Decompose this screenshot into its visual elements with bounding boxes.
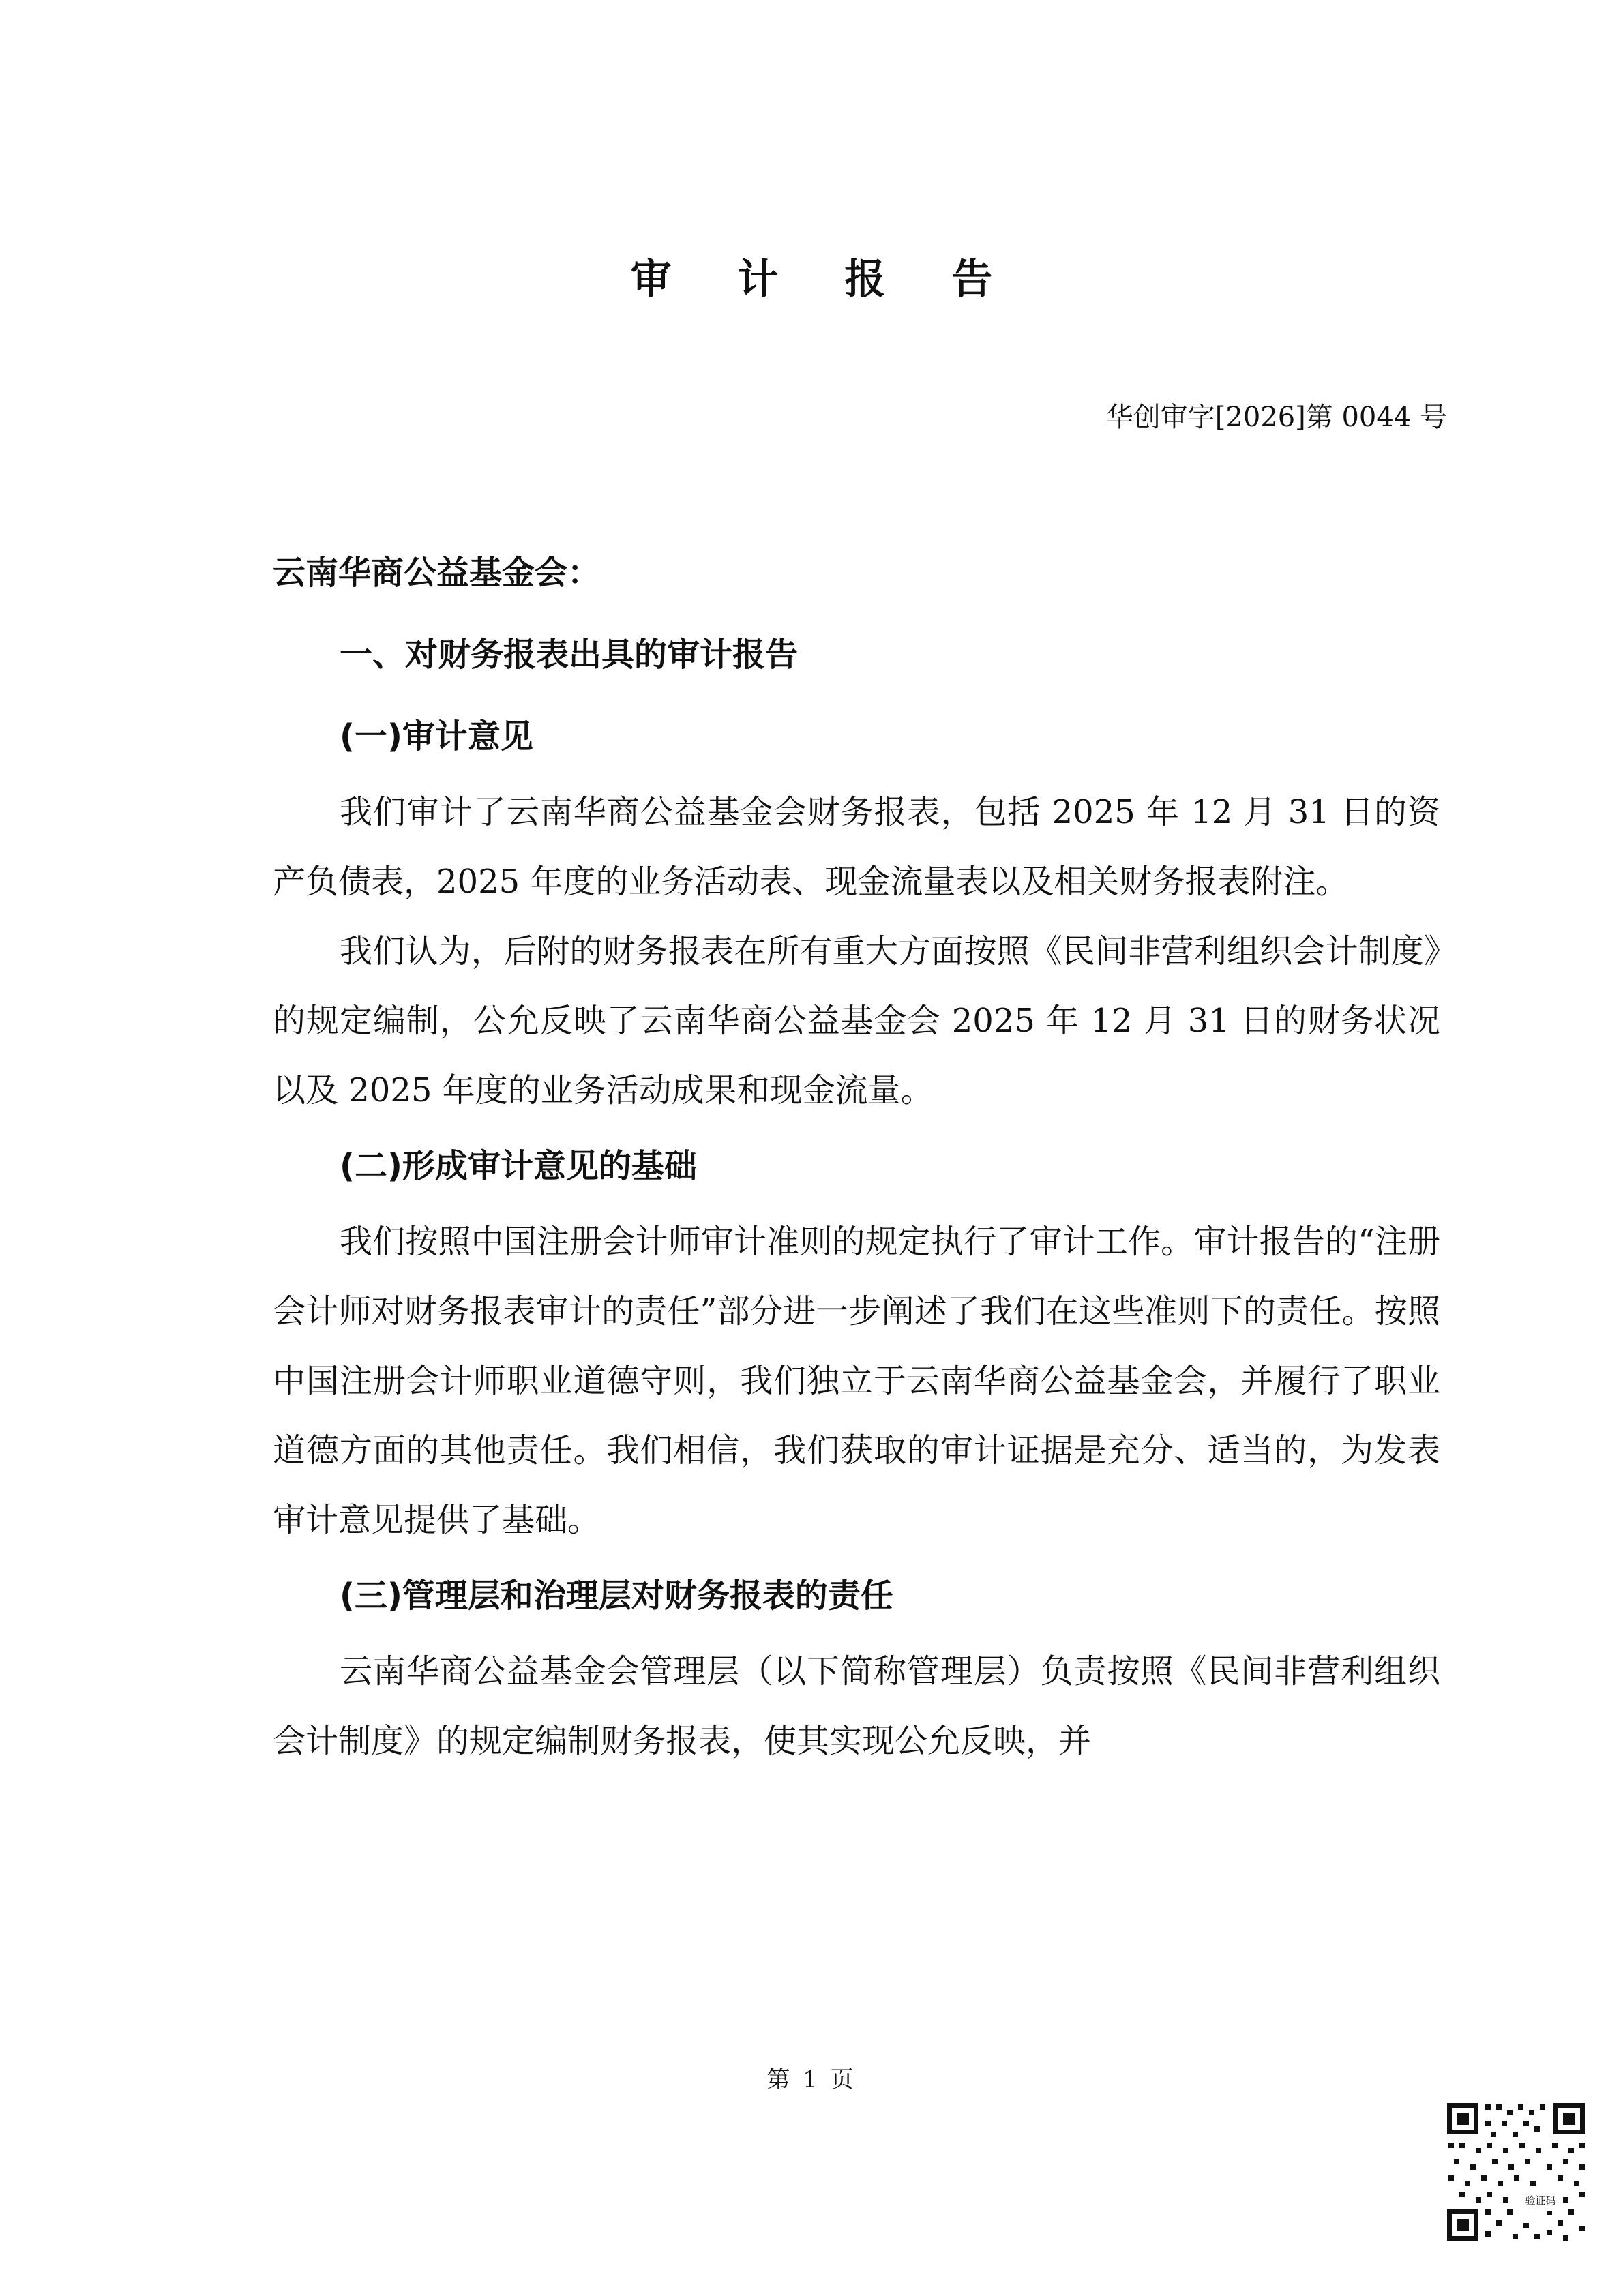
report-body (273, 532, 1440, 1776)
section-heading: 一、对财务报表出具的审计报告 (340, 636, 799, 674)
qr-code-icon (1444, 2100, 1588, 2243)
qr-code-graphic (1444, 2100, 1588, 2243)
paragraph-opinion-scope: 我们审计了云南华商公益基金会财务报表，包括 2025 年 12 月 31 日的资产负债表，2025 年度的业务活动表、现金流量表以及相关财务报表附注。 (273, 793, 1440, 901)
paragraph-responsibility: 云南华商公益基金会管理层（以下简称管理层）负责按照《民间非营利组织会计制度》的规定编制财务报表，使其实现公允反映，并 (273, 1652, 1440, 1760)
paragraph-basis: 我们按照中国注册会计师审计准则的规定执行了审计工作。审计报告的“注册会计师对财务报表审计的责任”部分进一步阐述了我们在这些准则下的责任。按照中国注册会计师职业道德守则，我们独立于云南华商公益基金会，并履行了职业道德方面的其他责任。我们相信，我们获取的审计证据是充分、适当的，为发表审计意见提供了基础。 (273, 1223, 1440, 1539)
subsection-heading-responsibility: (三)管理层和治理层对财务报表的责任 (340, 1577, 893, 1615)
qr-caption: 验证码 (1525, 2194, 1556, 2207)
paragraph-opinion: 我们认为，后附的财务报表在所有重大方面按照《民间非营利组织会计制度》的规定编制，公允反映了云南华商公益基金会 2025 年 12 月 31 日的财务状况以及 2025 年度的业务活动成果和现金流量。 (273, 932, 1440, 1109)
document-number: 华创审字[2026]第 0044 号 (1105, 402, 1447, 433)
report-title: 审 计 报 告 (630, 256, 1019, 303)
subsection-heading-basis: (二)形成审计意见的基础 (340, 1147, 697, 1185)
subsection-heading-opinion: (一)审计意见 (340, 717, 533, 756)
addressee: 云南华商公益基金会： (273, 554, 601, 592)
page-number: 第 1 页 (766, 2066, 857, 2093)
